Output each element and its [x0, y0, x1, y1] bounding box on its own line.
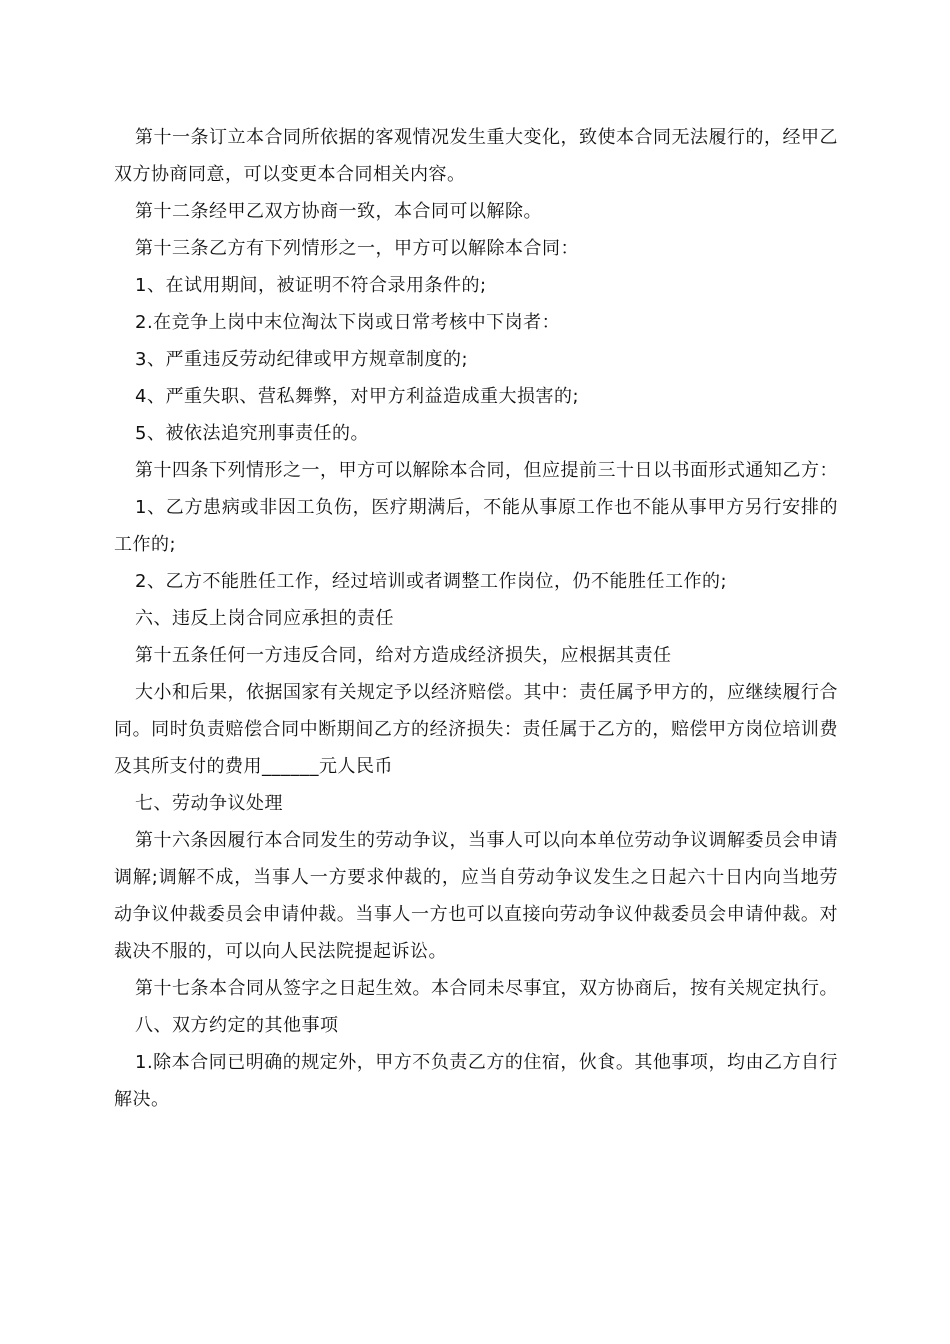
- section-heading-8: 八、双方约定的其他事项: [135, 1015, 339, 1036]
- clause-13-item-4: 4、严重失职、营私舞弊，对甲方利益造成重大损害的;: [135, 386, 580, 407]
- clause-13-item-1: 1、在试用期间，被证明不符合录用条件的;: [135, 275, 487, 296]
- clause-14-item-1: 1、乙方患病或非因工负伤，医疗期满后，不能从事原工作也不能从事甲方另行安排的工作的;: [114, 497, 838, 555]
- clause-11: 第十一条订立本合同所依据的客观情况发生重大变化，致使本合同无法履行的，经甲乙双方协商同意，可以变更本合同相关内容。: [114, 127, 838, 185]
- clause-12: 第十二条经甲乙双方协商一致，本合同可以解除。: [135, 201, 542, 222]
- section-heading-6: 六、违反上岗合同应承担的责任: [135, 608, 394, 629]
- clause-14: 第十四条下列情形之一，甲方可以解除本合同，但应提前三十日以书面形式通知乙方：: [135, 460, 838, 481]
- clause-15: 第十五条任何一方违反合同，给对方造成经济损失，应根据其责任: [135, 645, 672, 666]
- document-body: [114, 119, 838, 1118]
- clause-13: 第十三条乙方有下列情形之一，甲方可以解除本合同：: [135, 238, 579, 259]
- clause-13-item-3: 3、严重违反劳动纪律或甲方规章制度的;: [135, 349, 469, 370]
- clause-16: 第十六条因履行本合同发生的劳动争议，当事人可以向本单位劳动争议调解委员会申请调解;调解不成，当事人一方要求仲裁的，应当自劳动争议发生之日起六十日内向当地劳动争议仲裁委员会申请仲裁。当事人一方也可以直接向劳动争议仲裁委员会申请仲裁。对裁决不服的，可以向人民法院提起诉讼。: [114, 830, 838, 962]
- clause-14-item-2: 2、乙方不能胜任工作，经过培训或者调整工作岗位，仍不能胜任工作的;: [135, 571, 728, 592]
- clause-13-item-2: 2.在竞争上岗中末位淘汰下岗或日常考核中下岗者：: [135, 312, 561, 333]
- clause-17: 第十七条本合同从签字之日起生效。本合同未尽事宜，双方协商后，按有关规定执行。: [135, 978, 838, 999]
- section-heading-7: 七、劳动争议处理: [135, 793, 283, 814]
- clause-15-continued: 大小和后果，依据国家有关规定予以经济赔偿。其中：责任属予甲方的，应继续履行合同。同时负责赔偿合同中断期间乙方的经济损失：责任属于乙方的，赔偿甲方岗位培训费及其所支付的费用______元人民币: [114, 682, 838, 777]
- other-matters-item-1: 1.除本合同已明确的规定外，甲方不负责乙方的住宿，伙食。其他事项，均由乙方自行解决。: [114, 1052, 838, 1110]
- clause-13-item-5: 5、被依法追究刑事责任的。: [135, 423, 369, 444]
